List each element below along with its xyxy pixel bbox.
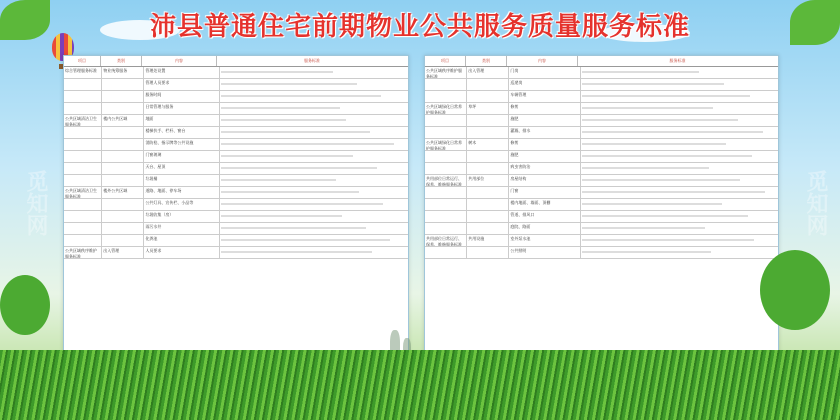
cell-standard [581,163,778,174]
cell-category [102,103,144,114]
cell-category [102,199,144,210]
text-line-decoration [221,107,340,109]
cell-standard [220,67,408,78]
page-title: 沛县普通住宅前期物业公共服务质量服务标准 [149,12,690,42]
header-project: 项目 [425,56,466,66]
cell-standard [220,247,408,258]
cell-standard [220,91,408,102]
cell-project [425,115,467,126]
text-line-decoration [221,215,342,217]
cell-category: 共用设施 [467,235,509,246]
cell-category [102,139,144,150]
cell-project [64,163,102,174]
cell-standard [581,199,778,210]
cell-project [425,163,467,174]
text-line-decoration [582,215,748,217]
text-line-decoration [221,251,372,253]
cell-project: 公共区域绿化日常养护服务标准 [425,139,467,150]
cell-project [64,175,102,186]
table-row [64,223,408,235]
watermark-left: 觅知网 [23,170,48,236]
cell-category [467,187,509,198]
cell-content: 病虫害防治 [509,163,581,174]
tree [0,275,50,335]
table-row [425,199,778,211]
table-row [64,163,408,175]
cell-standard [581,79,778,90]
cell-category [102,163,144,174]
table-row [425,127,778,139]
cell-standard [220,127,408,138]
cell-project [64,127,102,138]
text-line-decoration [582,251,711,253]
cell-project: 公共区域秩序维护服务标准 [64,247,102,258]
table-row [425,115,778,127]
table-row [64,247,408,259]
text-line-decoration [221,83,357,85]
cell-standard [581,91,778,102]
table-row [425,79,778,91]
cell-standard [581,235,778,246]
cell-content: 施肥 [509,151,581,162]
cell-category [467,223,509,234]
cell-project: 共用部位日常运行、保养、维修服务标准 [425,175,467,186]
text-line-decoration [582,119,738,121]
table-row [64,235,408,247]
cell-content: 门窗玻璃 [144,151,219,162]
text-line-decoration [582,83,724,85]
table-row [425,151,778,163]
table-row [64,67,408,79]
table-row [64,211,408,223]
cell-content: 服务时间 [144,91,219,102]
cell-project [64,151,102,162]
cell-category [102,223,144,234]
header-project: 项目 [64,56,101,66]
cell-content: 修剪 [509,139,581,150]
cell-content: 门窗 [509,187,581,198]
cell-project [64,139,102,150]
cell-category: 出入管理 [467,67,509,78]
right-standards-table [424,55,779,367]
cell-category [102,127,144,138]
cell-content: 门岗 [509,67,581,78]
cell-project [64,235,102,246]
text-line-decoration [582,143,726,145]
cell-category [102,91,144,102]
watermark-right: 觅知网 [803,170,828,236]
cell-project [425,91,467,102]
cell-category: 出入管理 [102,247,144,258]
table-row [425,187,778,199]
cell-category [102,235,144,246]
cell-category [467,115,509,126]
table-row [425,139,778,151]
cell-standard [581,103,778,114]
cell-project: 公共区域绿化日常养护服务标准 [425,103,467,114]
cell-category: 草坪 [467,103,509,114]
header-content: 内容 [142,56,217,66]
text-line-decoration [221,191,359,193]
header-category: 类别 [466,56,507,66]
cell-project: 共用部位日常运行、保养、维修服务标准 [425,235,467,246]
cell-category: 树木 [467,139,509,150]
text-line-decoration [582,203,722,205]
left-standards-table [63,55,409,367]
text-line-decoration [221,167,377,169]
table-row [64,103,408,115]
cell-content: 管理处设置 [144,67,219,78]
cell-content: 灌溉、排水 [509,127,581,138]
cell-standard [581,247,778,258]
cell-project [64,91,102,102]
table-body [425,67,778,259]
header-standard: 服务标准 [669,58,686,63]
cell-standard [581,67,778,78]
cell-standard [581,175,778,186]
cell-project [425,199,467,210]
cell-content: 管理人员要求 [144,79,219,90]
cell-content: 楼梯扶手、栏杆、窗台 [144,127,219,138]
text-line-decoration [221,131,370,133]
cell-standard [581,223,778,234]
cell-category [467,199,509,210]
cell-project [64,211,102,222]
cell-standard [581,187,778,198]
text-line-decoration [582,155,752,157]
text-line-decoration [582,191,765,193]
cell-standard [220,199,408,210]
table-row [64,151,408,163]
table-row [64,127,408,139]
text-line-decoration [582,95,750,97]
cell-category [467,79,509,90]
header-category: 类别 [101,56,142,66]
text-line-decoration [221,227,366,229]
text-line-decoration [582,107,713,109]
cell-content: 楼内地面、墙面、顶棚 [509,199,581,210]
cell-content: 车辆管理 [509,91,581,102]
cell-content: 雨污水井 [144,223,219,234]
text-line-decoration [582,227,705,229]
cell-project: 综合管理服务标准 [64,67,102,78]
cell-standard [220,79,408,90]
cell-category [467,127,509,138]
text-line-decoration [221,71,333,73]
cell-project [64,103,102,114]
cell-category [102,79,144,90]
table-row [64,187,408,199]
cell-category [467,151,509,162]
cell-category: 共用部位 [467,175,509,186]
cell-category [467,211,509,222]
text-line-decoration [221,95,381,97]
cell-project [425,79,467,90]
table-row [64,139,408,151]
cell-project [64,79,102,90]
table-row [425,211,778,223]
cell-content: 地面 [144,115,219,126]
text-line-decoration [221,239,390,241]
table-row [425,91,778,103]
cell-standard [581,151,778,162]
cell-standard [581,139,778,150]
cell-content: 道路、地面、停车场 [144,187,219,198]
table-header [425,56,778,67]
cell-category [467,91,509,102]
text-line-decoration [221,119,346,121]
table-row [425,235,778,247]
cell-project [425,247,467,258]
table-row [425,223,778,235]
table-header [64,56,408,67]
cell-project: 公共区域清洁卫生服务标准 [64,187,102,198]
cell-content: 日常管理与服务 [144,103,219,114]
cell-category [102,151,144,162]
cell-content: 化粪池 [144,235,219,246]
cell-category: 楼内公共区域 [102,115,144,126]
text-line-decoration [582,131,763,133]
table-row [64,91,408,103]
cell-project: 公共区域秩序维护服务标准 [425,67,467,78]
table-row [425,67,778,79]
tree [760,250,830,330]
table-row [64,115,408,127]
text-line-decoration [221,143,394,145]
table-row [425,103,778,115]
text-line-decoration [582,179,740,181]
cell-content: 消防栓、指示牌等公共设施 [144,139,219,150]
cell-content: 垃圾收集（房） [144,211,219,222]
table-row [425,175,778,187]
cell-project [425,127,467,138]
text-line-decoration [221,179,336,181]
header-content: 内容 [507,56,578,66]
cell-standard [581,211,778,222]
cell-content: 修剪 [509,103,581,114]
cell-content: 天台、屋顶 [144,163,219,174]
cell-project [425,223,467,234]
cell-standard [581,127,778,138]
cell-content: 庭院、路面 [509,223,581,234]
text-line-decoration [221,203,383,205]
table-row [64,199,408,211]
text-line-decoration [582,167,709,169]
cell-standard [220,139,408,150]
text-line-decoration [582,239,754,241]
cell-category [102,175,144,186]
cell-content: 人员要求 [144,247,219,258]
cell-standard [220,115,408,126]
cell-standard [220,175,408,186]
cell-standard [581,115,778,126]
cell-category [467,163,509,174]
table-body [64,67,408,259]
header-standard: 服务标准 [304,58,320,63]
cell-standard [220,163,408,174]
cell-project: 公共区域清洁卫生服务标准 [64,115,102,126]
table-row [425,163,778,175]
cell-project [64,223,102,234]
cell-content: 施肥 [509,115,581,126]
cell-project [64,199,102,210]
cell-category [467,247,509,258]
cell-content: 管道、排风口 [509,211,581,222]
cell-content: 垃圾桶 [144,175,219,186]
cell-content: 公共灯具、宣传栏、小品等 [144,199,219,210]
cell-standard [220,211,408,222]
cell-project [425,151,467,162]
cell-content: 室外泵水池 [509,235,581,246]
cell-standard [220,103,408,114]
cell-category [102,211,144,222]
cell-project [425,211,467,222]
cell-standard [220,187,408,198]
cell-standard [220,151,408,162]
cell-category: 楼外公共区域 [102,187,144,198]
grass-border [0,350,840,420]
cell-standard [220,223,408,234]
table-row [64,79,408,91]
cell-project [425,187,467,198]
table-row [64,175,408,187]
cell-standard [220,235,408,246]
text-line-decoration [221,155,353,157]
cell-category: 物业统筹服务 [102,67,144,78]
text-line-decoration [582,71,699,73]
cell-content: 房屋结构 [509,175,581,186]
cell-content: 公共照明 [509,247,581,258]
table-row [425,247,778,259]
cell-content: 巡逻岗 [509,79,581,90]
